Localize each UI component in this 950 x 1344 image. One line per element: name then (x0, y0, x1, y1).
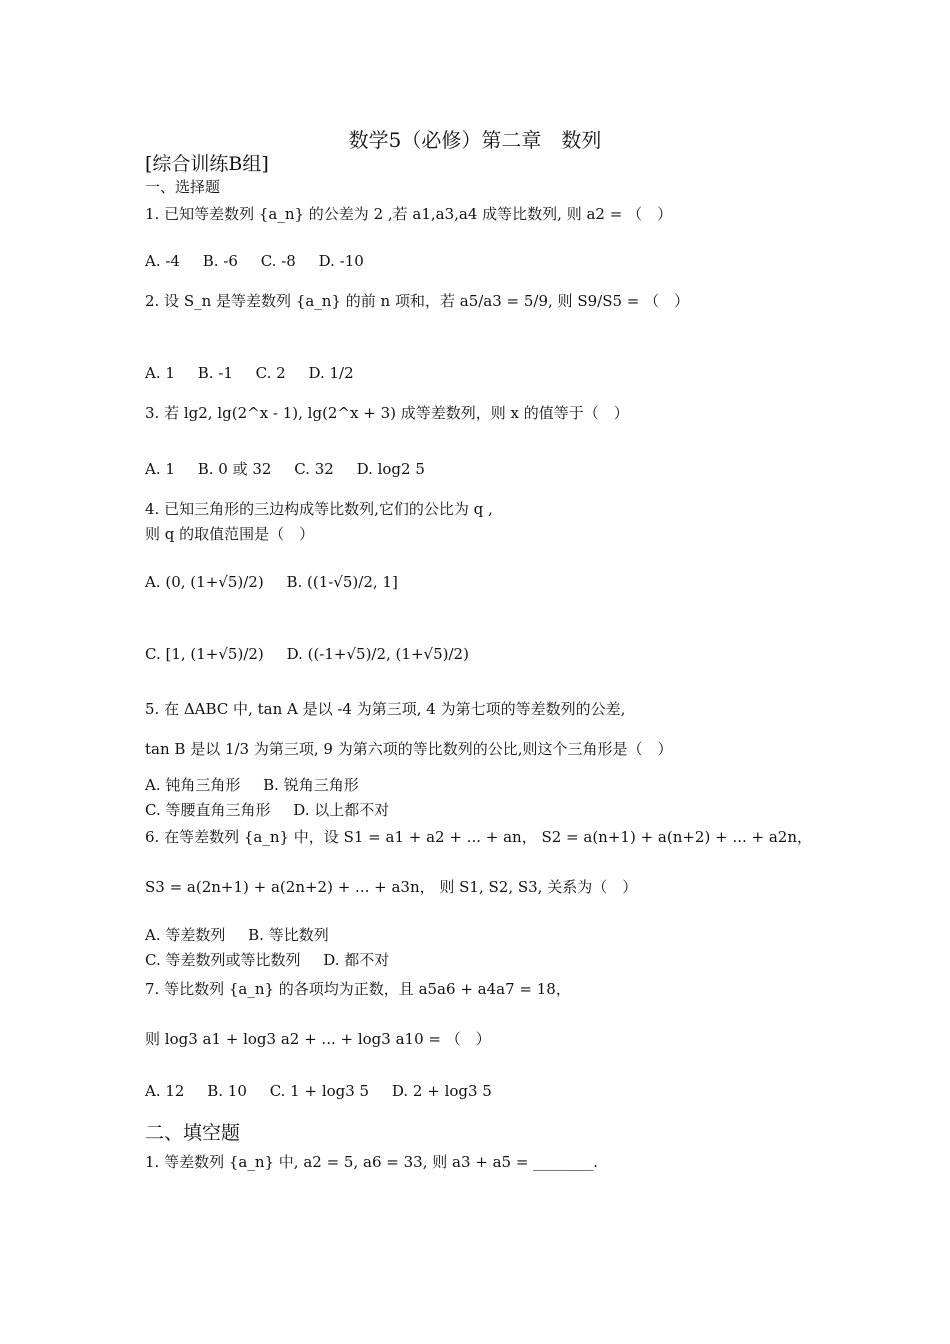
q2-option-d: D. 1/2 (308, 364, 354, 382)
q4-option-a: A. (0, (1+√5)/2) (145, 573, 264, 591)
question-2 (145, 292, 689, 310)
q4-option-b: B. ((1-√5)/2, 1] (286, 573, 398, 591)
section-choice: 一、选择题 (145, 178, 221, 196)
q5-option-c: C. 等腰直角三角形 (145, 801, 271, 819)
q6-options-ab (145, 926, 347, 944)
q4-options-ab (145, 573, 416, 591)
q6-option-c: C. 等差数列或等比数列 (145, 951, 301, 969)
question-5-line1: 5. 在 ΔABC 中, tan A 是以 -4 为第三项, 4 为第七项的等差数列的公差, (145, 700, 626, 718)
q1-options (145, 252, 382, 270)
q5-options-cd (145, 801, 407, 819)
q3-option-b: B. 0 或 32 (197, 460, 272, 478)
q6-option-a: A. 等差数列 (145, 926, 226, 944)
q1-option-c: C. -8 (260, 252, 296, 270)
q6-option-d: D. 都不对 (323, 951, 390, 969)
q2-option-a: A. 1 (145, 364, 175, 382)
page-title: 数学5（必修）第二章 数列 (348, 128, 602, 152)
question-5-line2: tan B 是以 1/3 为第三项, 9 为第六项的等比数列的公比,则这个三角形是（ ） (145, 740, 673, 758)
q3-option-a: A. 1 (145, 460, 175, 478)
question-7-line1: 7. 等比数列 {a_n} 的各项均为正数，且 a5a6 + a4a7 = 18， (145, 980, 571, 998)
q2-text: 2. 设 S_n 是等差数列 {a_n} 的前 n 项和，若 a5/a3 = 5/9, 则 S9/S5 = （ ） (145, 292, 690, 310)
q5-options-ab (145, 776, 377, 794)
question-7-line2: 则 log3 a1 + log3 a2 + ... + log3 a10 = （ ） (145, 1030, 491, 1048)
question-4-line2: 则 q 的取值范围是（ ） (145, 525, 315, 543)
q1-option-b: B. -6 (202, 252, 238, 270)
q3-option-d: D. log2 5 (356, 460, 425, 478)
q3-option-c: C. 32 (294, 460, 334, 478)
q1-option-d: D. -10 (318, 252, 364, 270)
q1-option-a: A. -4 (145, 252, 180, 270)
q7-option-a: A. 12 (145, 1082, 185, 1100)
fill1-text: 1. 等差数列 {a_n} 中, a2 = 5, a6 = 33, 则 a3 + a5 = ________. (145, 1153, 598, 1171)
q7-option-c: C. 1 + log3 5 (269, 1082, 370, 1100)
question-3 (145, 404, 629, 422)
subtitle: [综合训练B组] (145, 153, 269, 175)
q1-text: 1. 已知等差数列 {a_n} 的公差为 2 ,若 a1,a3,a4 成等比数列, 则 a2 = （ ） (145, 205, 673, 223)
q6-options-cd (145, 951, 407, 969)
q5-option-d: D. 以上都不对 (293, 801, 390, 819)
q7-option-b: B. 10 (207, 1082, 247, 1100)
question-1 (145, 205, 672, 223)
q2-option-b: B. -1 (197, 364, 233, 382)
q6-option-b: B. 等比数列 (248, 926, 329, 944)
q2-options (145, 364, 372, 382)
question-6-line2: S3 = a(2n+1) + a(2n+2) + ... + a3n， 则 S1, S2, S3, 关系为（ ） (145, 878, 638, 896)
question-4-line1: 4. 已知三角形的三边构成等比数列,它们的公比为 q , (145, 500, 493, 518)
fill-question-1 (145, 1153, 598, 1171)
q4-option-d: D. ((-1+√5)/2, (1+√5)/2) (286, 645, 469, 663)
q7-options (145, 1082, 510, 1100)
section-fill: 二、填空题 (145, 1122, 241, 1144)
q4-option-c: C. [1, (1+√5)/2) (145, 645, 264, 663)
q3-options (145, 460, 443, 478)
q2-option-c: C. 2 (255, 364, 286, 382)
q7-option-d: D. 2 + log3 5 (391, 1082, 492, 1100)
question-6-line1: 6. 在等差数列 {a_n} 中，设 S1 = a1 + a2 + ... + an， S2 = a(n+1) + a(n+2) + ... + a2n， (145, 828, 812, 846)
q3-text: 3. 若 lg2, lg(2^x - 1), lg(2^x + 3) 成等差数列，则 x 的值等于（ ） (145, 404, 629, 422)
q5-option-b: B. 锐角三角形 (263, 776, 359, 794)
q4-options-cd (145, 645, 487, 663)
q5-option-a: A. 钝角三角形 (145, 776, 241, 794)
